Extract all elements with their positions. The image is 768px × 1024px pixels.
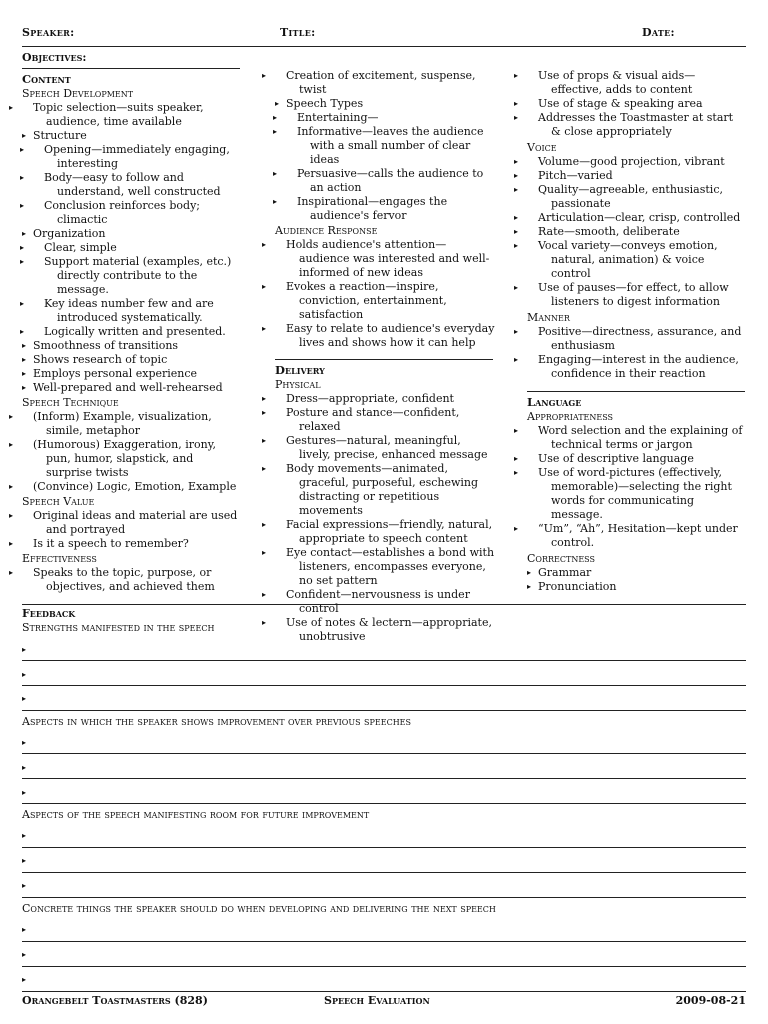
speech-types-sublist	[275, 111, 495, 223]
content-heading: Content	[22, 72, 71, 86]
effectiveness-list	[22, 566, 240, 594]
list-item: ▸ Structure	[22, 129, 240, 143]
language-rule	[527, 391, 745, 392]
feedback-line[interactable]	[22, 847, 746, 848]
development-more-list	[22, 339, 240, 395]
column-right	[527, 69, 745, 594]
footer-title: Speech Evaluation	[324, 994, 430, 1007]
manner-list	[527, 325, 745, 381]
correctness-heading: Correctness	[527, 552, 595, 565]
footer-club: Orangebelt Toastmasters (828)	[22, 994, 208, 1007]
footer-date: 2009-08-21	[675, 994, 746, 1007]
list-item: ▸ Evokes a reaction—inspire, conviction, entertainment, satisfaction	[275, 280, 495, 322]
list-item: ▸ Holds audience's attention—audience was interested and well-informed of new ideas	[275, 238, 495, 280]
bullet-icon: ▸	[22, 670, 27, 679]
list-item: ▸ Organization	[22, 227, 240, 241]
list-item: ▸ Eye contact—establishes a bond with listeners, encompasses everyone, no set pattern	[275, 546, 495, 588]
list-item: ▸ Opening—immediately engaging, interesting	[33, 143, 240, 171]
feedback-line[interactable]	[22, 991, 746, 992]
list-item: ▸ Word selection and the explaining of technical terms or jargon	[527, 424, 745, 452]
appropriateness-heading: Appropriateness	[527, 410, 614, 423]
language-heading: Language	[527, 395, 582, 409]
list-item: ▸ Smoothness of transitions	[22, 339, 240, 353]
title-label: Title:	[280, 26, 316, 39]
evaluation-form	[22, 0, 746, 1024]
list-item: ▸ Articulation—clear, crisp, controlled	[527, 211, 745, 225]
list-item: ▸ Pronunciation	[527, 580, 745, 594]
content-cont-list	[275, 69, 495, 111]
speaker-label: Speaker:	[22, 26, 75, 39]
list-item: ▸ Gestures—natural, meaningful, lively, precise, enhanced message	[275, 434, 495, 462]
list-item: ▸ Positive—directness, assurance, and enthusiasm	[527, 325, 745, 353]
list-item: ▸ Facial expressions—friendly, natural, appropriate to speech content	[275, 518, 495, 546]
speech-value-heading: Speech Value	[22, 495, 95, 508]
list-item: ▸ Dress—appropriate, confident	[275, 392, 495, 406]
list-item: ▸ Informative—leaves the audience with a small number of clear ideas	[286, 125, 495, 167]
list-item: ▸ Well-prepared and well-rehearsed	[22, 381, 240, 395]
list-item: ▸ Grammar	[527, 566, 745, 580]
bullet-icon: ▸	[22, 763, 27, 772]
organization-sublist	[22, 241, 240, 339]
feedback-line[interactable]	[22, 941, 746, 942]
bullet-icon: ▸	[22, 645, 27, 654]
bullet-icon: ▸	[22, 950, 27, 959]
list-item: ▸ (Convince) Logic, Emotion, Example	[22, 480, 240, 494]
list-item: ▸ Body movements—animated, graceful, purposeful, eschewing distracting or repetitious movements	[275, 462, 495, 518]
list-item: ▸ Conclusion reinforces body; climactic	[33, 199, 240, 227]
list-item: ▸ Use of pauses—for effect, to allow listeners to digest information	[527, 281, 745, 309]
physical-heading: Physical	[275, 378, 321, 391]
list-item: ▸ Topic selection—suits speaker, audience, time available	[22, 101, 240, 129]
column-content	[22, 73, 240, 594]
list-item: ▸ Use of word-pictures (effectively, memorable)—selecting the right words for communicating message.	[527, 466, 745, 522]
form-header	[22, 26, 746, 46]
feedback-line[interactable]	[22, 685, 746, 686]
list-item: ▸ Rate—smooth, deliberate	[527, 225, 745, 239]
voice-list	[527, 155, 745, 309]
list-item: ▸ Use of descriptive language	[527, 452, 745, 466]
bullet-icon: ▸	[22, 856, 27, 865]
list-item: ▸ Body—easy to follow and understand, well constructed	[33, 171, 240, 199]
voice-heading: Voice	[527, 141, 557, 154]
bullet-icon: ▸	[22, 925, 27, 934]
list-item: ▸ Persuasive—calls the audience to an action	[286, 167, 495, 195]
speech-development-list	[22, 101, 240, 143]
list-item: ▸ Use of props & visual aids—effective, adds to content	[527, 69, 745, 97]
list-item: ▸ Support material (examples, etc.) directly contribute to the message.	[33, 255, 240, 297]
list-item: ▸ Is it a speech to remember?	[22, 537, 240, 551]
bullet-icon: ▸	[22, 694, 27, 703]
list-item: ▸ Shows research of topic	[22, 353, 240, 367]
bullet-icon: ▸	[22, 738, 27, 747]
column-middle	[275, 69, 495, 644]
physical-cont-list	[527, 69, 745, 139]
feedback-heading: Feedback	[22, 607, 76, 620]
delivery-rule	[275, 359, 493, 360]
feedback-line[interactable]	[22, 660, 746, 661]
feedback-improvement-title: Aspects in which the speaker shows improvement over previous speeches	[22, 715, 412, 728]
list-item: ▸ Quality—agreeable, enthusiastic, passionate	[527, 183, 745, 211]
list-item: ▸ Creation of excitement, suspense, twist	[275, 69, 495, 97]
correctness-list	[527, 566, 745, 594]
feedback-rule	[22, 604, 746, 605]
physical-list	[275, 392, 495, 644]
list-item: ▸ Engaging—interest in the audience, confidence in their reaction	[527, 353, 745, 381]
manner-heading: Manner	[527, 311, 570, 324]
list-item: ▸ Volume—good projection, vibrant	[527, 155, 745, 169]
delivery-heading: Delivery	[275, 363, 325, 377]
list-item: ▸ Original ideas and material are used and portrayed	[22, 509, 240, 537]
feedback-line[interactable]	[22, 872, 746, 873]
speech-technique-list	[22, 410, 240, 494]
feedback-line[interactable]	[22, 803, 746, 804]
date-label: Date:	[642, 26, 675, 39]
effectiveness-heading: Effectiveness	[22, 552, 97, 565]
feedback-line[interactable]	[22, 966, 746, 967]
feedback-line[interactable]	[22, 897, 746, 898]
list-item: ▸ Posture and stance—confident, relaxed	[275, 406, 495, 434]
list-item: ▸ Logically written and presented.	[33, 325, 240, 339]
list-item: ▸ Confident—nervousness is under control	[275, 588, 495, 616]
list-item: ▸ Entertaining—	[286, 111, 495, 125]
header-rule	[22, 46, 746, 47]
structure-sublist	[22, 143, 240, 227]
feedback-future-title: Aspects of the speech manifesting room for future improvement	[22, 808, 370, 821]
audience-response-heading: Audience Response	[275, 224, 378, 237]
list-item: ▸ Vocal variety—conveys emotion, natural, animation) & voice control	[527, 239, 745, 281]
objectives-rule	[22, 68, 240, 69]
bullet-icon: ▸	[22, 975, 27, 984]
objectives-label: Objectives:	[22, 51, 87, 64]
list-item: ▸ “Um”, “Ah”, Hesitation—kept under control.	[527, 522, 745, 550]
speech-value-list	[22, 509, 240, 551]
feedback-line[interactable]	[22, 753, 746, 754]
list-item: ▸ Clear, simple	[33, 241, 240, 255]
bullet-icon: ▸	[22, 788, 27, 797]
audience-response-list	[275, 238, 495, 350]
list-item: ▸ Use of notes & lectern—appropriate, unobtrusive	[275, 616, 495, 644]
list-item: ▸ (Inform) Example, visualization, simile, metaphor	[22, 410, 240, 438]
speech-technique-heading: Speech Technique	[22, 396, 119, 409]
list-item: ▸ Speech Types	[275, 97, 495, 111]
list-item: ▸ Pitch—varied	[527, 169, 745, 183]
feedback-line[interactable]	[22, 778, 746, 779]
feedback-next-title: Concrete things the speaker should do when developing and delivering the next speech	[22, 902, 496, 915]
list-item: ▸ Addresses the Toastmaster at start & close appropriately	[527, 111, 745, 139]
list-item: ▸ Employs personal experience	[22, 367, 240, 381]
list-item: ▸ Inspirational—engages the audience's fervor	[286, 195, 495, 223]
list-item: ▸ Speaks to the topic, purpose, or objectives, and achieved them	[22, 566, 240, 594]
feedback-line[interactable]	[22, 710, 746, 711]
list-item: ▸ Easy to relate to audience's everyday lives and shows how it can help	[275, 322, 495, 350]
list-item: ▸ Key ideas number few and are introduced systematically.	[33, 297, 240, 325]
appropriateness-list	[527, 424, 745, 550]
speech-development-heading: Speech Development	[22, 87, 134, 100]
feedback-strengths-title: Strengths manifested in the speech	[22, 621, 215, 634]
list-item: ▸ Use of stage & speaking area	[527, 97, 745, 111]
list-item: ▸ (Humorous) Exaggeration, irony, pun, humor, slapstick, and surprise twists	[22, 438, 240, 480]
bullet-icon: ▸	[22, 831, 27, 840]
bullet-icon: ▸	[22, 881, 27, 890]
organization-list	[22, 227, 240, 241]
